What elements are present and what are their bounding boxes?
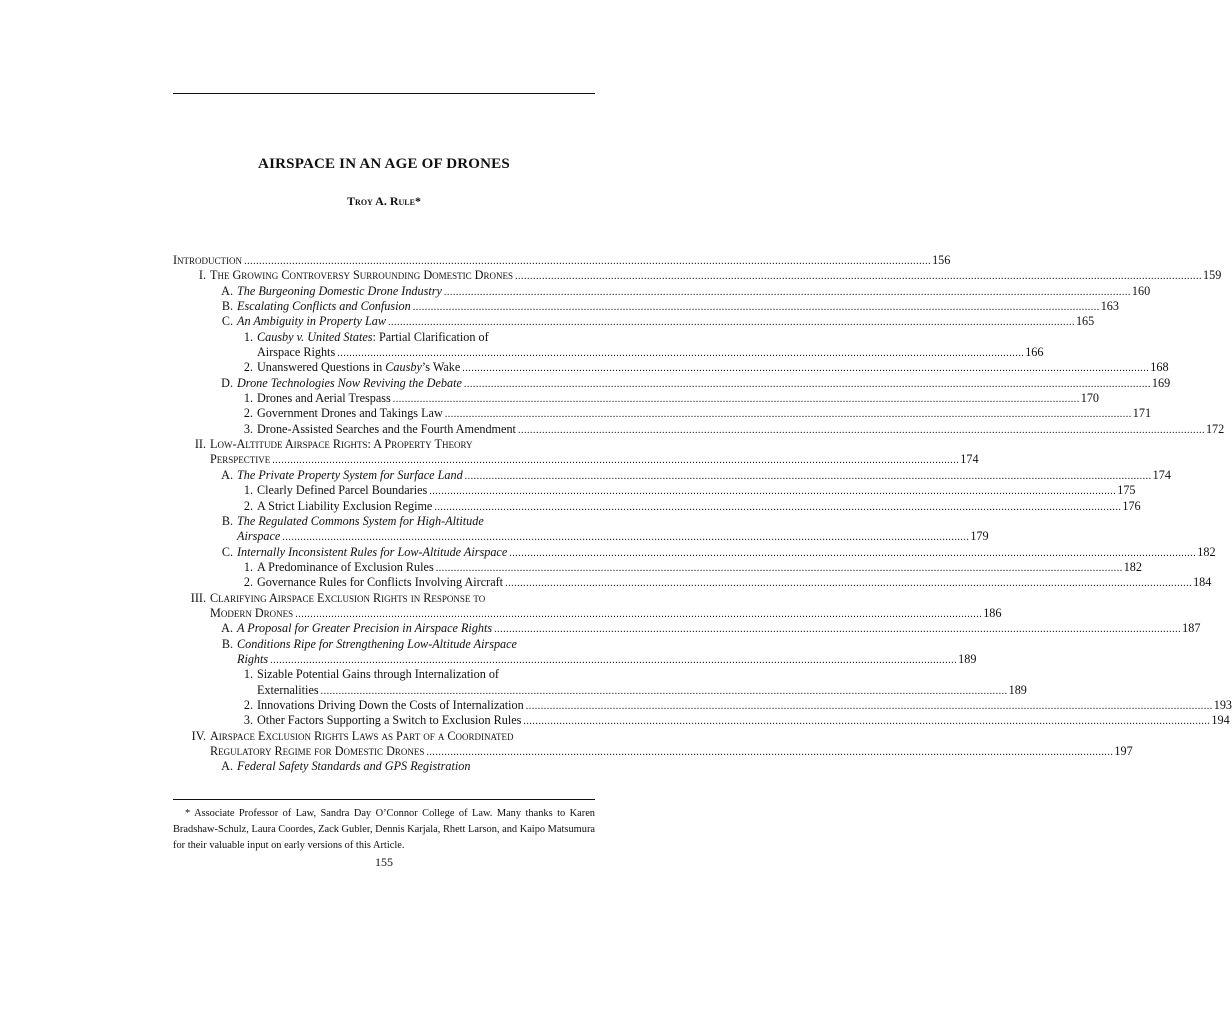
toc-leader-dots <box>386 315 1075 330</box>
toc-entry <box>173 529 989 544</box>
toc-entry <box>173 375 1171 391</box>
toc-entry <box>173 452 979 467</box>
toc-entry-number: III. <box>190 590 206 605</box>
toc-entry-number: A. <box>221 621 233 636</box>
toc-entry-title: Externalities <box>257 682 319 697</box>
toc-leader-dots <box>492 622 1181 637</box>
toc-entry <box>173 621 1201 636</box>
toc-entry-number: 2. <box>243 697 253 712</box>
toc-entry <box>173 514 597 529</box>
toc-leader-dots <box>463 469 1152 484</box>
toc-entry <box>173 299 1119 314</box>
toc-entry-title: The Regulated Commons System for High-Altitude <box>237 513 484 528</box>
toc-leader-dots <box>424 745 1113 760</box>
page-number: 155 <box>375 855 393 869</box>
toc-leader-dots <box>280 530 969 545</box>
toc-entry-number: 2. <box>243 575 253 590</box>
toc-entry-page: 176 <box>1122 498 1141 513</box>
toc-entry-number: 1. <box>243 483 253 498</box>
toc-entry <box>173 575 1212 590</box>
toc-entry-title: Governance Rules for Conflicts Involving Aircraft <box>257 575 504 590</box>
toc-entry <box>173 637 597 652</box>
toc-entry <box>173 483 1136 498</box>
toc-leader-dots <box>521 714 1210 729</box>
toc-entry <box>173 729 597 744</box>
toc-leader-dots <box>319 684 1008 699</box>
toc-entry-page: 163 <box>1100 299 1119 314</box>
toc-leader-dots <box>524 699 1213 714</box>
toc-entry-page: 184 <box>1193 575 1212 590</box>
toc-entry-page: 189 <box>1008 682 1027 697</box>
toc-leader-dots <box>391 392 1080 407</box>
toc-entry-title: An Ambiguity in Property Law <box>237 314 386 329</box>
toc-entry-page: 170 <box>1080 391 1099 406</box>
toc-entry-number: 3. <box>243 421 253 436</box>
toc-entry-title: Drones and Aerial Trespass <box>257 391 391 406</box>
toc-entry-page: 182 <box>1197 544 1216 559</box>
toc-entry <box>173 697 1232 713</box>
footnote <box>173 806 595 854</box>
toc-entry <box>173 667 597 682</box>
toc-entry-page: 169 <box>1151 375 1171 390</box>
toc-entry-number: C. <box>221 314 233 329</box>
toc-leader-dots <box>462 377 1151 392</box>
toc-leader-dots <box>268 653 957 668</box>
toc-entry-page: 160 <box>1131 283 1151 298</box>
toc-entry <box>173 682 1027 698</box>
toc-entry <box>173 467 1171 483</box>
toc-entry <box>173 406 1152 421</box>
toc-entry-number: II. <box>194 437 206 452</box>
toc-entry <box>173 605 1002 621</box>
toc-entry-title: Introduction <box>173 253 243 267</box>
toc-entry-title: The Growing Controversy Surrounding Domestic Drones <box>210 268 513 283</box>
toc-entry-number: 1. <box>243 391 253 406</box>
toc-entry <box>173 268 1222 283</box>
toc-leader-dots <box>460 361 1149 376</box>
toc-leader-dots <box>442 285 1131 300</box>
toc-entry-page: 182 <box>1123 559 1142 574</box>
toc-entry-title: Perspective <box>210 452 271 467</box>
toc-entry-page: 165 <box>1075 314 1095 329</box>
toc-entry-number: B. <box>221 636 233 651</box>
toc-leader-dots <box>335 346 1024 361</box>
toc-entry-title: Low-Altitude Airspace Rights: A Property Theory <box>210 437 473 452</box>
toc-entry-page: 187 <box>1182 621 1201 636</box>
toc-entry-page: 171 <box>1132 406 1152 421</box>
toc-entry-title: Airspace <box>237 529 281 544</box>
toc-entry <box>173 421 1225 437</box>
toc-entry-title: Regulatory Regime for Domestic Drones <box>210 744 425 758</box>
toc-entry-title: Unanswered Questions in Causby’s Wake <box>257 360 461 375</box>
toc-leader-dots <box>411 300 1100 315</box>
toc-leader-dots <box>242 254 931 269</box>
toc-entry <box>173 283 1151 299</box>
toc-entry-title: Rights <box>237 651 269 666</box>
toc-entry-number: A. <box>221 283 233 298</box>
toc-entry-page: 174 <box>960 452 979 467</box>
toc-entry <box>173 391 1099 406</box>
toc-entry-number: B. <box>221 513 233 528</box>
toc-entry-page: 168 <box>1150 360 1169 375</box>
toc-entry-number: A. <box>221 759 233 774</box>
toc-entry-number: C. <box>221 544 233 559</box>
toc-entry <box>173 253 951 268</box>
toc-leader-dots <box>434 561 1123 576</box>
toc-entry-page: 166 <box>1025 345 1044 360</box>
toc-entry-title: A Strict Liability Exclusion Regime <box>257 498 433 513</box>
toc-entry-title: Internally Inconsistent Rules for Low-Altitude Airspace <box>237 544 508 559</box>
toc-entry-number: A. <box>221 467 233 482</box>
toc-entry-page: 194 <box>1211 713 1230 728</box>
toc-entry-title: A Proposal for Greater Precision in Airspace Rights <box>237 621 493 636</box>
toc-entry-number: 1. <box>243 329 253 344</box>
toc-entry-page: 186 <box>983 605 1002 620</box>
toc-leader-dots <box>516 423 1205 438</box>
toc-entry-title: Innovations Driving Down the Costs of Internalization <box>257 697 524 712</box>
toc-entry-title: Clarifying Airspace Exclusion Rights in Response to <box>210 590 486 605</box>
toc-leader-dots <box>427 484 1116 499</box>
footnote-rule <box>173 799 595 800</box>
toc-leader-dots <box>507 546 1196 561</box>
toc-entry-page: 175 <box>1117 483 1136 498</box>
toc-entry <box>173 437 597 452</box>
toc-entry <box>173 345 1044 360</box>
toc-entry-number: 2. <box>243 360 253 375</box>
toc-entry-page: 172 <box>1205 421 1225 436</box>
article-title: AIRSPACE IN AN AGE OF DRONES <box>258 156 510 172</box>
toc-entry-page: 189 <box>958 651 977 666</box>
toc-entry <box>173 651 977 667</box>
toc-leader-dots <box>503 576 1192 591</box>
toc-entry-title: Drone-Assisted Searches and the Fourth Amendment <box>257 421 516 436</box>
toc-entry <box>173 360 1169 375</box>
toc-entry-number: 3. <box>243 713 253 728</box>
toc-entry-title: The Burgeoning Domestic Drone Industry <box>237 283 442 298</box>
toc-entry-number: 2. <box>243 498 253 513</box>
toc-entry-number: B. <box>221 299 233 314</box>
toc-leader-dots <box>270 453 959 468</box>
toc-entry-title: Drone Technologies Now Reviving the Debate <box>237 375 462 390</box>
toc-entry-number: I. <box>198 268 206 283</box>
toc-entry <box>173 498 1141 514</box>
header-rule <box>173 93 595 94</box>
toc-entry-page: 193 <box>1213 697 1232 712</box>
toc-entry <box>173 559 1142 575</box>
toc-entry-title: Airspace Exclusion Rights Laws as Part of a Coordinated <box>210 728 514 743</box>
toc-entry-title: Airspace Rights <box>257 345 336 360</box>
toc-leader-dots <box>432 500 1121 515</box>
footnote-text: * Associate Professor of Law, Sandra Day O’Connor College of Law. Many thanks to Karen Bradshaw-Schulz, Laura Coordes, Zack Gubler, Dennis Karjala, Rhett Larson, and Kaipo Matsumura for their valuable input on early versions of this Article. <box>173 808 596 851</box>
toc-entry <box>173 544 1216 560</box>
toc-entry-number: 2. <box>243 406 253 421</box>
toc-entry-title: Federal Safety Standards and GPS Registration <box>237 759 471 774</box>
toc-entry-title: Causby v. United States: Partial Clarification of <box>257 329 489 344</box>
toc-leader-dots <box>293 607 982 622</box>
toc-entry-page: 179 <box>970 529 989 544</box>
toc-entry <box>173 713 1230 728</box>
toc-leader-dots <box>443 407 1132 422</box>
toc-entry-number: 1. <box>243 667 253 682</box>
toc-entry-page: 159 <box>1203 268 1222 283</box>
toc-entry-title: Modern Drones <box>210 605 294 620</box>
toc-entry-title: Sizable Potential Gains through Internalization of <box>257 667 499 682</box>
table-of-contents <box>173 253 1232 775</box>
toc-entry-page: 197 <box>1114 744 1133 758</box>
toc-entry-number: D. <box>221 375 233 390</box>
toc-entry <box>173 591 597 606</box>
toc-entry-title: Government Drones and Takings Law <box>257 406 443 421</box>
toc-entry-number: IV. <box>191 728 206 743</box>
toc-entry-page: 156 <box>932 253 951 267</box>
toc-entry-title: A Predominance of Exclusion Rules <box>257 559 434 574</box>
toc-entry-title: Conditions Ripe for Strengthening Low-Altitude Airspace <box>237 636 517 651</box>
toc-entry-title: Escalating Conflicts and Confusion <box>237 299 411 314</box>
toc-entry <box>173 744 1133 759</box>
toc-entry-title: The Private Property System for Surface Land <box>237 467 463 482</box>
toc-leader-dots <box>513 269 1202 284</box>
toc-entry-number: 1. <box>243 559 253 574</box>
article-author: Troy A. Rule* <box>347 194 421 208</box>
toc-entry-page: 174 <box>1152 467 1171 482</box>
toc-entry-title: Other Factors Supporting a Switch to Exclusion Rules <box>257 713 522 728</box>
toc-entry <box>173 759 597 774</box>
toc-entry <box>173 314 1095 329</box>
toc-entry <box>173 330 597 345</box>
toc-entry-title: Clearly Defined Parcel Boundaries <box>257 483 428 498</box>
